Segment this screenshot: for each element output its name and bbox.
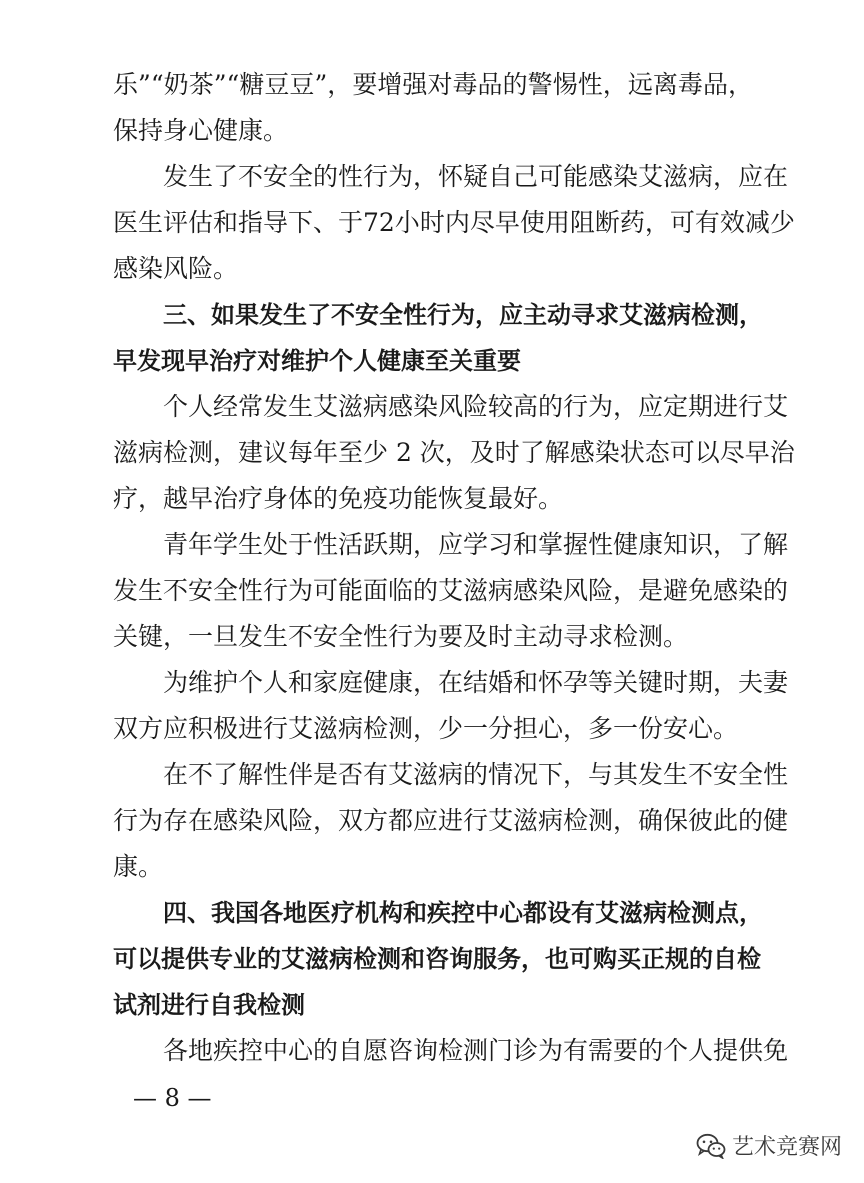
heading-line: 三、如果发生了不安全性行为，应主动寻求艾滋病检测， xyxy=(163,301,763,329)
document-body xyxy=(113,62,795,1074)
text-line: 各地疾控中心的自愿咨询检测门诊为有需要的个人提供免 xyxy=(163,1036,789,1065)
text-line: 青年学生处于性活跃期，应学习和掌握性健康知识，了解 xyxy=(163,530,789,559)
text-line: 康。 xyxy=(113,852,164,881)
text-line: 感染风险。 xyxy=(113,254,239,283)
text-line: 乐”“奶茶”“糖豆豆”，要增强对毒品的警惕性，远离毒品， xyxy=(113,70,753,99)
text-line: 在不了解性伴是否有艾滋病的情况下，与其发生不安全性 xyxy=(163,760,789,789)
page-number: — 8 — xyxy=(133,1084,212,1112)
heading-line: 可以提供专业的艾滋病检测和咨询服务，也可购买正规的自检 xyxy=(113,945,761,973)
text-line: 双方应积极进行艾滋病检测，少一分担心，多一份安心。 xyxy=(113,714,739,743)
text-line: 行为存在感染风险，双方都应进行艾滋病检测，确保彼此的健 xyxy=(113,806,789,835)
heading-line: 四、我国各地医疗机构和疾控中心都设有艾滋病检测点， xyxy=(163,899,763,927)
text-line: 发生不安全性行为可能面临的艾滋病感染风险，是避免感染的 xyxy=(113,576,789,605)
text-line: 保持身心健康。 xyxy=(113,116,289,145)
text-line: 关键，一旦发生不安全性行为要及时主动寻求检测。 xyxy=(113,622,689,651)
text-line: 医生评估和指导下、于72小时内尽早使用阻断药，可有效减少 xyxy=(113,208,795,237)
text-line: 发生了不安全的性行为，怀疑自己可能感染艾滋病，应在 xyxy=(163,162,789,191)
wechat-icon xyxy=(696,1133,726,1159)
text-line: 为维护个人和家庭健康，在结婚和怀孕等关键时期，夫妻 xyxy=(163,668,789,697)
watermark xyxy=(696,1130,842,1161)
text-line: 疗，越早治疗身体的免疫功能恢复最好。 xyxy=(113,484,564,513)
watermark-label: 艺术竞赛网 xyxy=(731,1135,842,1160)
heading-line: 试剂进行自我检测 xyxy=(113,991,305,1019)
heading-line: 早发现早治疗对维护个人健康至关重要 xyxy=(113,347,521,375)
text-line: 个人经常发生艾滋病感染风险较高的行为，应定期进行艾 xyxy=(163,392,789,421)
text-line: 滋病检测，建议每年至少 2 次，及时了解感染状态可以尽早治 xyxy=(113,438,795,467)
